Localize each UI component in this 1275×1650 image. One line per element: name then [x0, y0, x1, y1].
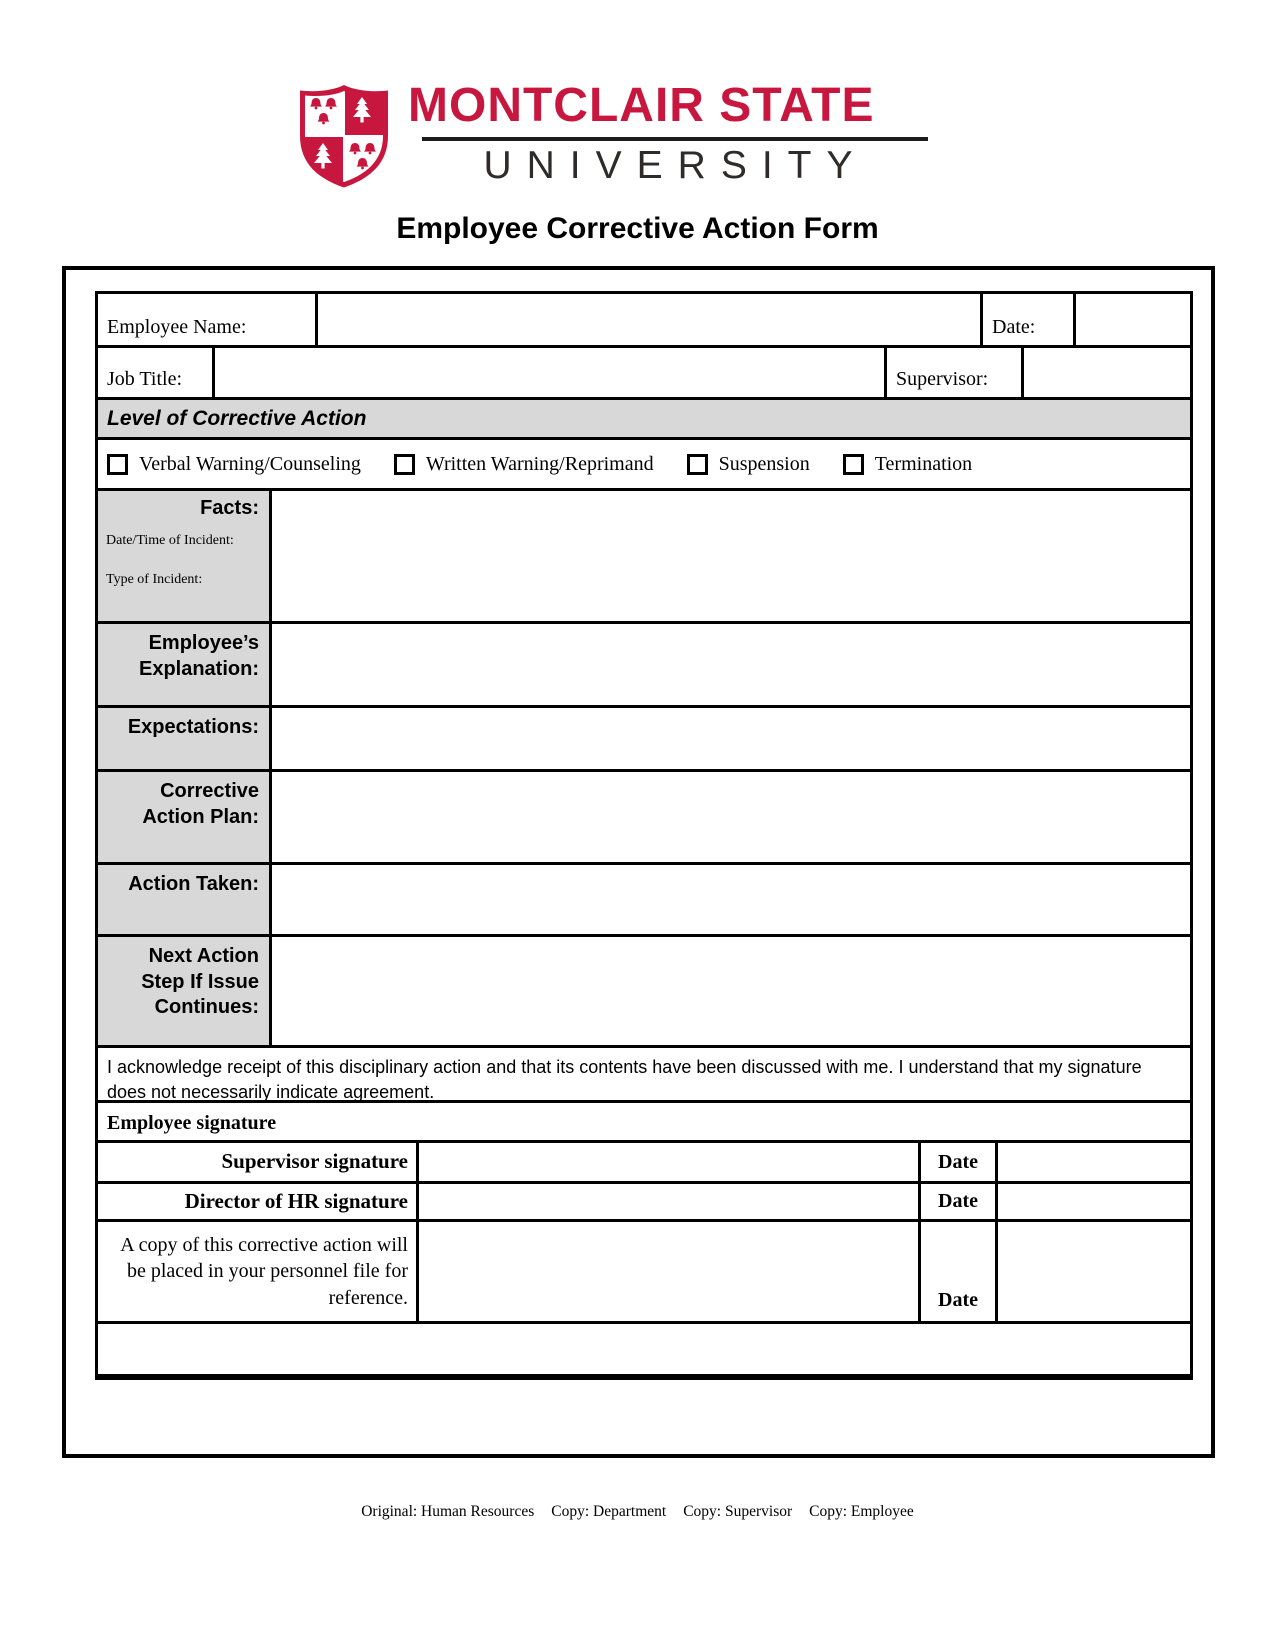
supervisor-label: Supervisor: — [884, 348, 1021, 397]
job-title-row — [98, 345, 1190, 397]
expectations-row — [98, 705, 1190, 769]
suspension-checkbox[interactable] — [687, 454, 708, 475]
supervisor-signature-label: Supervisor signature — [221, 1149, 408, 1174]
explanation-row — [98, 621, 1190, 705]
footer-distribution — [0, 1503, 1275, 1521]
next-action-row — [98, 934, 1190, 1045]
suspension-label: Suspension — [718, 452, 810, 475]
logo-wordmark-secondary: UNIVERSITY — [483, 144, 868, 187]
facts-label-cell — [98, 491, 269, 621]
copy-note-label: A copy of this corrective action will be placed in your personnel file for reference. — [120, 1233, 408, 1309]
supervisor-date-label: Date — [918, 1143, 995, 1181]
director-signature-row — [98, 1181, 1190, 1219]
form-outer-box — [62, 266, 1215, 1458]
montclair-shield-icon — [296, 82, 392, 190]
next-action-label: Next Action Step If Issue Continues: — [98, 937, 269, 1045]
action-taken-label: Action Taken: — [98, 865, 269, 934]
acknowledgment-text: I acknowledge receipt of this disciplinary action and that its contents have been discussed with me. I understand that my signature does not necessarily indicate agreement. — [107, 1057, 1142, 1102]
employee-signature-area[interactable] — [98, 1103, 1190, 1140]
director-signature-label: Director of HR signature — [184, 1188, 408, 1213]
expectations-label: Expectations: — [98, 708, 269, 769]
option-written-warning — [394, 453, 654, 476]
supervisor-signature-row — [98, 1140, 1190, 1181]
supervisor-signature-field[interactable] — [416, 1143, 918, 1181]
footer-original: Original: Human Resources — [361, 1503, 535, 1520]
director-date-field[interactable] — [995, 1184, 1190, 1219]
written-warning-checkbox[interactable] — [394, 454, 415, 475]
action-taken-row — [98, 862, 1190, 934]
explanation-field[interactable] — [269, 624, 1190, 705]
employee-name-field[interactable] — [315, 294, 980, 345]
option-verbal-warning — [107, 453, 361, 476]
director-signature-field[interactable] — [416, 1184, 918, 1219]
logo-wordmark — [408, 79, 928, 188]
facts-label: Facts: — [200, 497, 259, 519]
job-title-field[interactable] — [212, 348, 884, 397]
acknowledgment-row — [98, 1045, 1190, 1100]
level-header: Level of Corrective Action — [107, 407, 367, 430]
verbal-warning-checkbox[interactable] — [107, 454, 128, 475]
job-title-label: Job Title: — [107, 368, 183, 390]
employee-name-label: Employee Name: — [107, 316, 247, 338]
verbal-warning-label: Verbal Warning/Counseling — [139, 452, 361, 475]
option-suspension — [687, 453, 810, 476]
empty-bottom-row — [98, 1321, 1190, 1374]
footer-copy-supervisor: Copy: Supervisor — [683, 1503, 793, 1520]
level-options — [98, 440, 1190, 488]
next-action-field[interactable] — [269, 937, 1190, 1045]
footer-copy-employee: Copy: Employee — [809, 1503, 914, 1520]
option-termination — [843, 453, 972, 476]
page-title: Employee Corrective Action Form — [396, 212, 879, 245]
date-field[interactable] — [1073, 294, 1190, 345]
level-header-row — [98, 397, 1190, 437]
copy-signature-field[interactable] — [416, 1222, 918, 1321]
supervisor-date-field[interactable] — [995, 1143, 1190, 1181]
corrective-plan-field[interactable] — [269, 772, 1190, 862]
empty-bottom-cell — [98, 1324, 1190, 1374]
employee-signature-label: Employee signature — [107, 1112, 277, 1134]
level-options-row — [98, 437, 1190, 488]
director-date-label: Date — [918, 1184, 995, 1219]
corrective-plan-label: Corrective Action Plan: — [98, 772, 269, 862]
supervisor-field[interactable] — [1021, 348, 1190, 397]
termination-label: Termination — [874, 452, 973, 475]
facts-date-time-label: Date/Time of Incident: — [106, 533, 234, 548]
footer-copy-department: Copy: Department — [551, 1503, 667, 1520]
written-warning-label: Written Warning/Reprimand — [425, 452, 654, 475]
university-logo — [296, 79, 928, 190]
logo-wordmark-primary: MONTCLAIR STATE — [408, 79, 875, 132]
employee-name-row — [98, 294, 1190, 345]
employee-signature-row — [98, 1100, 1190, 1140]
facts-type-label: Type of Incident: — [106, 572, 203, 587]
corrective-plan-row — [98, 769, 1190, 862]
logo-rule — [422, 137, 928, 141]
termination-checkbox[interactable] — [843, 454, 864, 475]
facts-field[interactable] — [269, 491, 1190, 621]
facts-row — [98, 488, 1190, 621]
date-label: Date: — [980, 294, 1073, 345]
copy-date-label: Date — [918, 1222, 995, 1321]
copy-date-field[interactable] — [995, 1222, 1190, 1321]
form-table — [95, 291, 1193, 1380]
expectations-field[interactable] — [269, 708, 1190, 769]
explanation-label: Employee’s Explanation: — [98, 624, 269, 705]
action-taken-field[interactable] — [269, 865, 1190, 934]
copy-note-row — [98, 1219, 1190, 1321]
